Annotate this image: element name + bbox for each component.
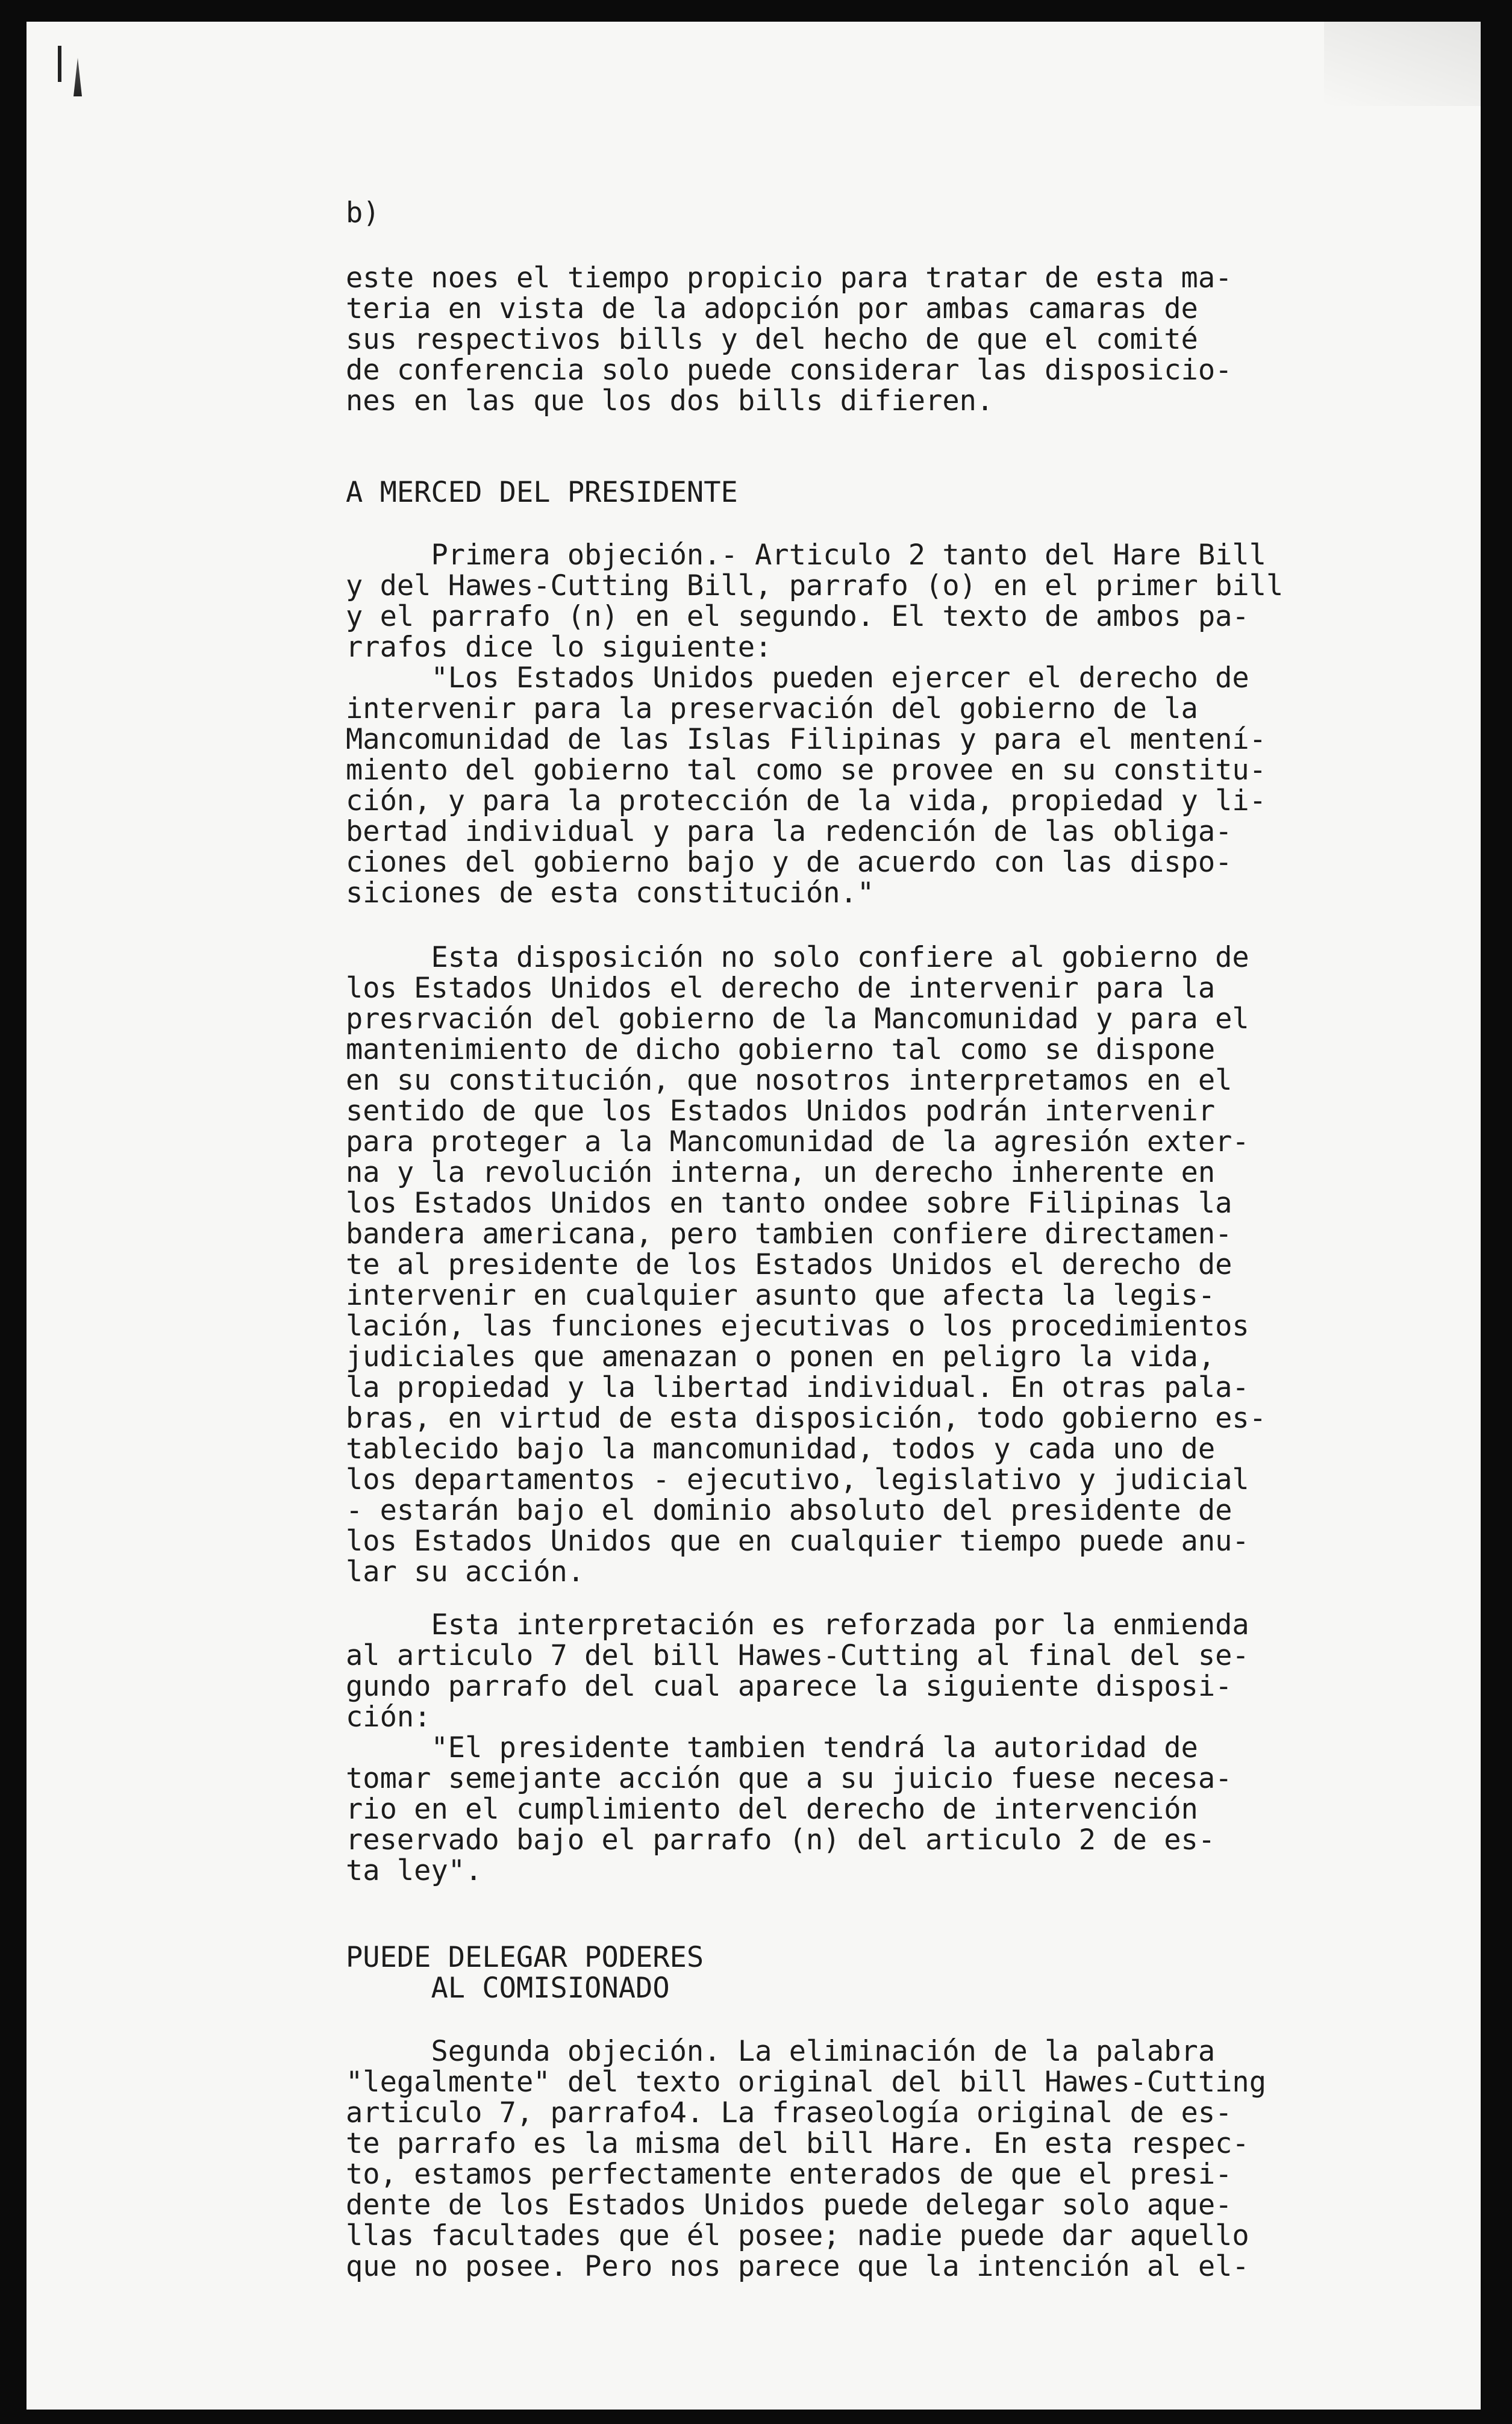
second-objection-paragraph: Segunda objeción. La eliminación de la palabra "legalmente" del texto original del bill Hawes-Cutting articulo 7, parrafo4. La fraseología original de es- te parrafo es la misma del bill Hare. En esta respec- to, estamos perfectamente enterados de que el presi- dente de los Estados Unidos puede delegar solo aque- llas facultades que él posee; nadie puede dar aquello que no posee. Pero nos parece que la intención al el- bbox=[346, 2035, 1267, 2283]
page-label: b) bbox=[346, 196, 380, 230]
amendment-paragraph: Esta interpretación es reforzada por la enmienda al articulo 7 del bill Hawes-Cutting al final del se- gundo parrafo del cual aparece la siguiente disposi- ción: "El presidente tambien tendrá la autoridad de tomar semejante acción que a su juicio fuese necesa- rio en el cumplimiento del derecho de intervención reservado bajo el parrafo (n) del articulo 2 de es- ta ley". bbox=[346, 1608, 1249, 1887]
intro-paragraph: este noes el tiempo propicio para tratar de esta ma- teria en vista de la adopción por ambas camaras de sus respectivos bills y del hecho de que el comité de conferencia solo puede considerar las disposicio- nes en las que los dos bills difieren. bbox=[346, 261, 1232, 417]
interpretation-paragraph: Esta disposición no solo confiere al gobierno de los Estados Unidos el derecho de intervenir para la presrvación del gobierno de la Mancomunidad y para el mantenimiento de dicho gobierno tal como se dispone en su constitución, que nosotros interpretamos en el sentido de que los Estados Unidos podrán intervenir para proteger a la Mancomunidad de la agresión exter- na y la revolución interna, un derecho inherente en los Estados Unidos en tanto ondee sobre Filipinas la bandera americana, pero tambien confiere directamen- te al presidente de los Estados Unidos el derecho de intervenir en cualquier asunto que afecta la legis- lación, las funciones ejecutivas o los procedimientos judiciales que amenazan o ponen en peligro la vida, la propiedad y la libertad individual. En otras pala- bras, en virtud de esta disposición, todo gobierno es- tablecido bajo la mancomunidad, todos y cada uno de los departamentos - ejecutivo, legislativo y judicial - estarán bajo el dominio absoluto del presidente de los Estados Unidos que en cualquier tiempo puede anu- lar su acción. bbox=[346, 941, 1267, 1588]
section-heading-merced: A MERCED DEL PRESIDENTE bbox=[346, 476, 738, 509]
binder-clip-icon bbox=[73, 58, 82, 96]
document-page bbox=[27, 22, 1481, 2410]
section-heading-delegar: PUEDE DELEGAR PODERES AL COMISIONADO bbox=[346, 1941, 704, 2005]
margin-mark bbox=[58, 46, 61, 82]
first-objection-paragraph: Primera objeción.- Articulo 2 tanto del Hare Bill y del Hawes-Cutting Bill, parrafo (o) en el primer bill y el parrafo (n) en el segundo. El texto de ambos pa- rrafos dice lo siguiente: "Los Estados Unidos pueden ejercer el derecho de intervenir para la preservación del gobierno de la Mancomunidad de las Islas Filipinas y para el mentení- miento del gobierno tal como se provee en su constitu- ción, y para la protección de la vida, propiedad y li- bertad individual y para la redención de las obliga- ciones del gobierno bajo y de acuerdo con las dispo- siciones de esta constitución." bbox=[346, 539, 1284, 910]
page-shadow bbox=[1324, 22, 1481, 106]
